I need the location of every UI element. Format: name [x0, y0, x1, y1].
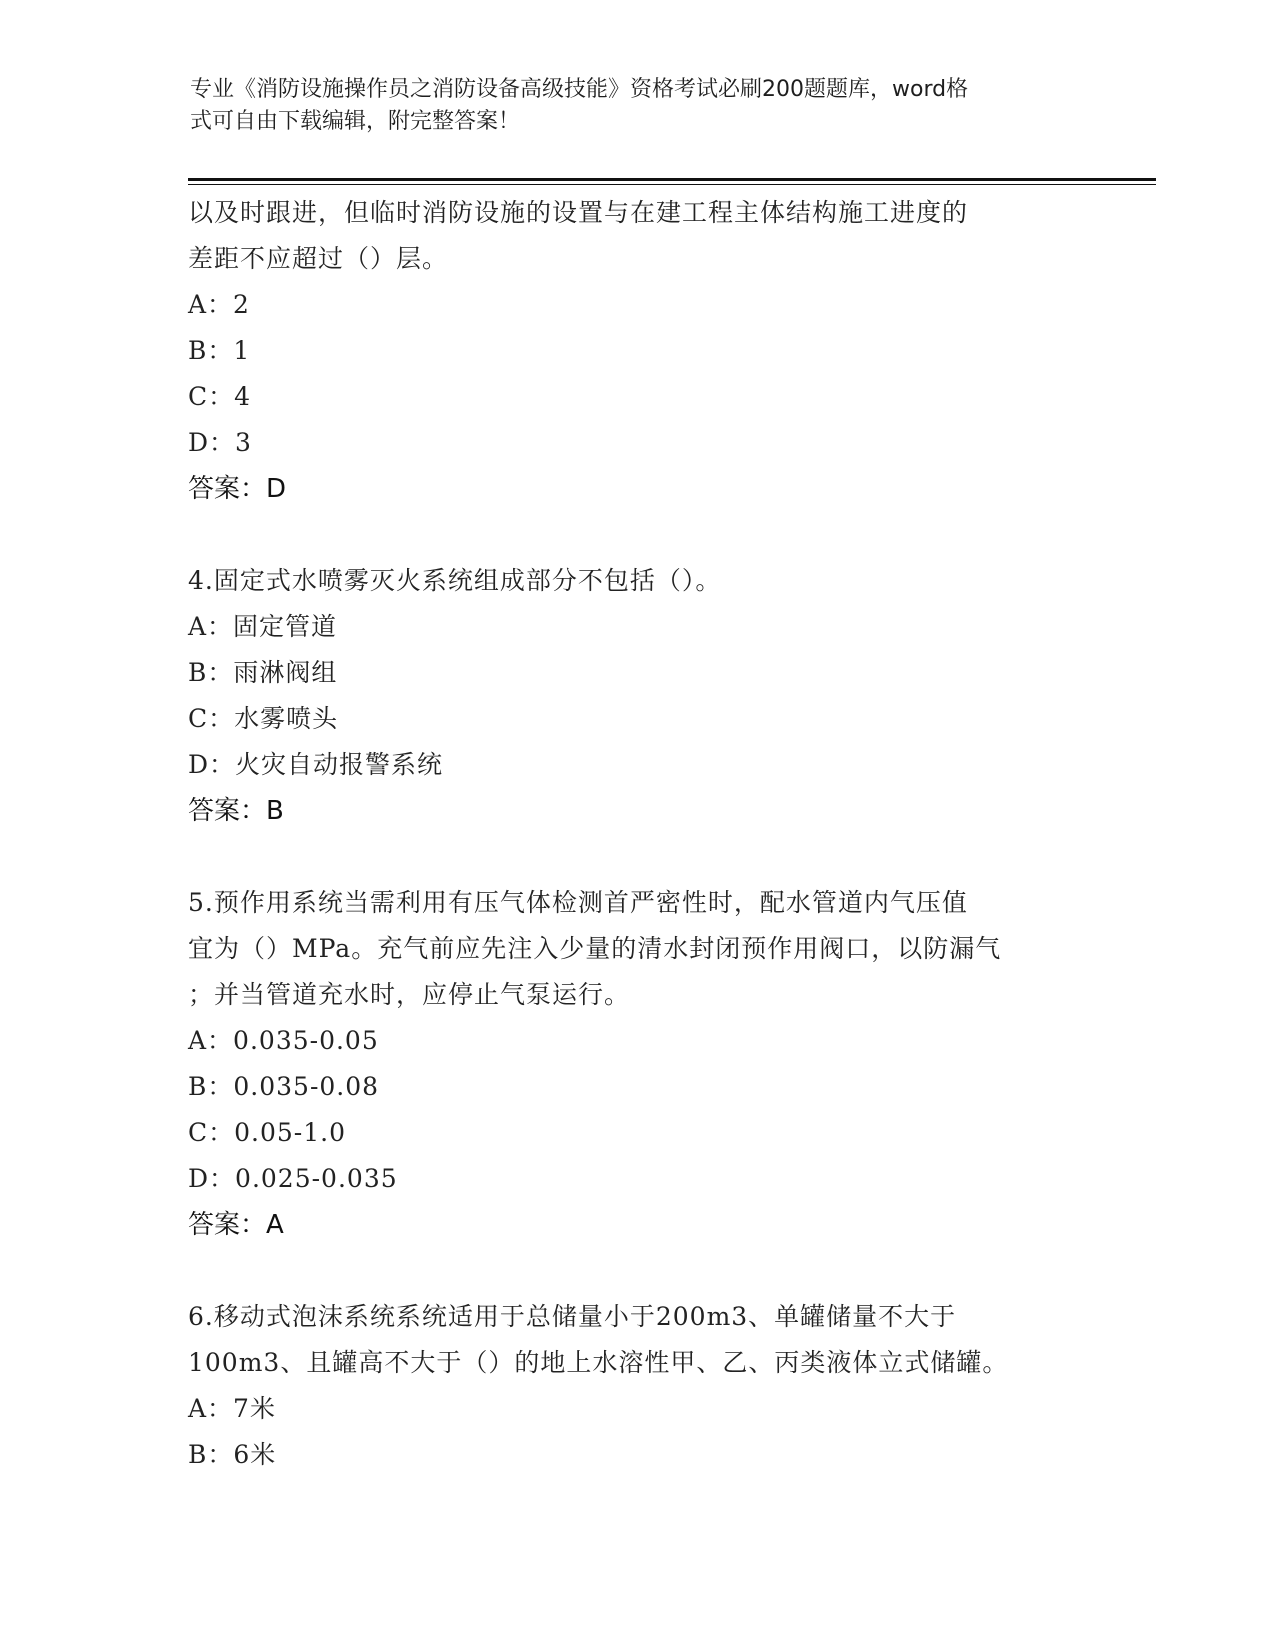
question-text-line: 100m3、且罐高不大于（）的地上水溶性甲、乙、丙类液体立式储罐。 — [188, 1348, 1009, 1377]
header-line-1: 专业《消防设施操作员之消防设备高级技能》资格考试必刷200题题库，word格 — [190, 77, 969, 102]
header-line-2: 式可自由下载编辑，附完整答案！ — [190, 109, 521, 134]
header-divider-thick — [188, 178, 1156, 181]
option-c: C：水雾喷头 — [188, 704, 339, 733]
option-d: D：3 — [188, 428, 252, 457]
question-4 — [188, 558, 1108, 834]
question-6 — [188, 1294, 1108, 1478]
question-text-line: ；并当管道充水时，应停止气泵运行。 — [188, 980, 631, 1009]
answer-text: 答案：B — [188, 796, 284, 826]
question-text-line: 以及时跟进，但临时消防设施的设置与在建工程主体结构施工进度的 — [188, 198, 969, 227]
option-b: B：1 — [188, 336, 251, 365]
answer-text: 答案：A — [188, 1210, 284, 1240]
question-text-line: 差距不应超过（）层。 — [188, 244, 449, 273]
question-text-line: 5.预作用系统当需利用有压气体检测首严密性时，配水管道内气压值 — [188, 888, 968, 917]
option-b: B：6米 — [188, 1440, 277, 1469]
option-a: A：0.035-0.05 — [188, 1026, 379, 1055]
option-a: A：2 — [188, 290, 250, 319]
question-text-line: 宜为（）MPa。充气前应先注入少量的清水封闭预作用阀口，以防漏气 — [188, 934, 1002, 963]
option-c: C：4 — [188, 382, 252, 411]
option-b: B：0.035-0.08 — [188, 1072, 380, 1101]
spacer — [188, 834, 1108, 880]
spacer — [188, 512, 1108, 558]
option-d: D：0.025-0.035 — [188, 1164, 398, 1193]
option-a: A：7米 — [188, 1394, 276, 1423]
question-5 — [188, 880, 1108, 1248]
question-3 — [188, 190, 1108, 512]
document-header — [190, 74, 1070, 138]
option-a: A：固定管道 — [188, 612, 338, 641]
answer-text: 答案：D — [188, 474, 287, 504]
question-text-line: 6.移动式泡沫系统系统适用于总储量小于200m3、单罐储量不大于 — [188, 1302, 957, 1331]
option-b: B：雨淋阀组 — [188, 658, 338, 687]
header-divider-thin — [188, 184, 1156, 185]
option-d: D：火灾自动报警系统 — [188, 750, 444, 779]
option-c: C：0.05-1.0 — [188, 1118, 346, 1147]
spacer — [188, 1248, 1108, 1294]
question-text-line: 4.固定式水喷雾灭火系统组成部分不包括（）。 — [188, 566, 722, 595]
question-list — [188, 190, 1108, 1478]
